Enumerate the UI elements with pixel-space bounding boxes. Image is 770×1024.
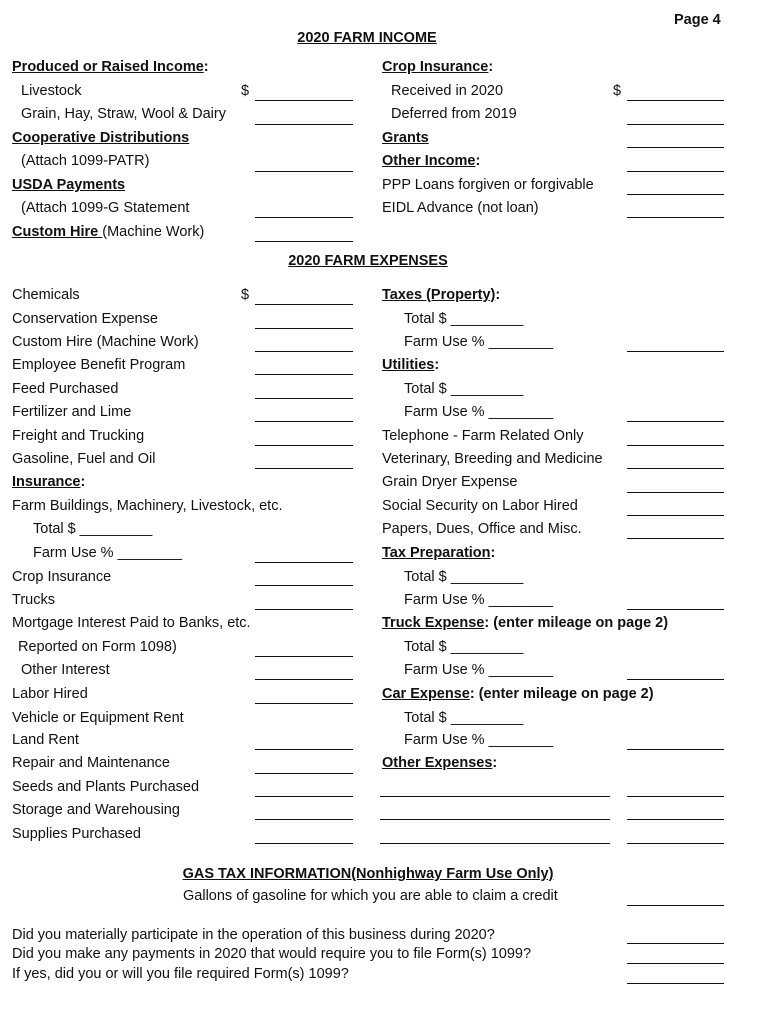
veterinary-field[interactable] <box>627 468 724 469</box>
chemicals-field[interactable] <box>255 304 353 305</box>
seeds-field[interactable] <box>255 796 353 797</box>
freight-label: Freight and Trucking <box>12 428 145 444</box>
gasoline-field[interactable] <box>255 468 353 469</box>
grain-dryer-label: Grain Dryer Expense <box>382 474 518 490</box>
crop-insurance-label: Crop Insurance <box>12 569 112 585</box>
land-rent-label: Land Rent <box>12 732 79 748</box>
repair-label: Repair and Maintenance <box>12 755 170 771</box>
truck-field[interactable] <box>627 679 724 680</box>
answer-filed-1099[interactable] <box>627 983 724 984</box>
telephone-label: Telephone - Farm Related Only <box>382 428 584 444</box>
storage-field[interactable] <box>255 819 353 820</box>
deferred-field[interactable] <box>627 124 724 125</box>
livestock-dollar: $ <box>241 83 250 99</box>
income-title: 2020 FARM INCOME <box>297 30 437 46</box>
land-rent-field[interactable] <box>255 749 353 750</box>
ppp-field[interactable] <box>627 194 724 195</box>
utilities-field[interactable] <box>627 421 724 422</box>
ppp-label: PPP Loans forgiven or forgivable <box>382 177 594 193</box>
repair-field[interactable] <box>255 773 353 774</box>
grants-label: Grants <box>382 130 429 146</box>
other-interest-label: Other Interest <box>21 662 110 678</box>
taxes-farm-use[interactable]: Farm Use % ________ <box>404 334 554 350</box>
other-income-heading: Other Income: <box>382 153 481 169</box>
custom-hire-income-label: Custom Hire (Machine Work) <box>12 224 205 240</box>
answer-payments-1099[interactable] <box>627 963 724 964</box>
grants-field[interactable] <box>627 147 724 148</box>
mortgage-label: Mortgage Interest Paid to Banks, etc. <box>12 615 251 631</box>
produced-heading: Produced or Raised Income: <box>12 59 209 75</box>
other-expense-desc-3[interactable] <box>380 843 610 844</box>
car-field[interactable] <box>627 749 724 750</box>
usda-heading: USDA Payments <box>12 177 126 193</box>
veterinary-label: Veterinary, Breeding and Medicine <box>382 451 603 467</box>
car-farm-use[interactable]: Farm Use % ________ <box>404 732 554 748</box>
fertilizer-field[interactable] <box>255 421 353 422</box>
insurance-farm-use[interactable]: Farm Use % ________ <box>33 545 183 561</box>
conservation-field[interactable] <box>255 328 353 329</box>
tax-prep-heading: Tax Preparation: <box>382 545 496 561</box>
seeds-label: Seeds and Plants Purchased <box>12 779 200 795</box>
tax-prep-total[interactable]: Total $ _________ <box>404 569 524 585</box>
trucks-label: Trucks <box>12 592 55 608</box>
truck-farm-use[interactable]: Farm Use % ________ <box>404 662 554 678</box>
employee-benefit-label: Employee Benefit Program <box>12 357 186 373</box>
gasoline-label: Gasoline, Fuel and Oil <box>12 451 156 467</box>
utilities-farm-use[interactable]: Farm Use % ________ <box>404 404 554 420</box>
eidl-label: EIDL Advance (not loan) <box>382 200 539 216</box>
custom-hire-income-field[interactable] <box>255 241 353 242</box>
other-expense-amount-1[interactable] <box>627 796 724 797</box>
gas-tax-title: GAS TAX INFORMATION(Nonhighway Farm Use Only) <box>182 866 554 882</box>
other-interest-field[interactable] <box>255 679 353 680</box>
insurance-total[interactable]: Total $ _________ <box>33 521 153 537</box>
tax-prep-farm-use[interactable]: Farm Use % ________ <box>404 592 554 608</box>
received-dollar: $ <box>613 83 622 99</box>
reported-1098-label: Reported on Form 1098) <box>18 639 177 655</box>
grain-dryer-field[interactable] <box>627 492 724 493</box>
other-expense-desc-1[interactable] <box>380 796 610 797</box>
other-expense-amount-2[interactable] <box>627 819 724 820</box>
custom-hire-label: Custom Hire (Machine Work) <box>12 334 199 350</box>
page-number: Page 4 <box>674 12 721 28</box>
conservation-label: Conservation Expense <box>12 311 158 327</box>
car-expense-heading: Car Expense: (enter mileage on page 2) <box>382 686 654 702</box>
truck-expense-heading: Truck Expense: (enter mileage on page 2) <box>382 615 669 631</box>
car-total[interactable]: Total $ _________ <box>404 710 524 726</box>
chemicals-dollar: $ <box>241 287 250 303</box>
fertilizer-label: Fertilizer and Lime <box>12 404 132 420</box>
crop-ins-heading: Crop Insurance: <box>382 59 494 75</box>
utilities-total[interactable]: Total $ _________ <box>404 381 524 397</box>
other-expenses-heading: Other Expenses: <box>382 755 498 771</box>
taxes-total[interactable]: Total $ _________ <box>404 311 524 327</box>
papers-label: Papers, Dues, Office and Misc. <box>382 521 582 537</box>
truck-total[interactable]: Total $ _________ <box>404 639 524 655</box>
chemicals-label: Chemicals <box>12 287 80 303</box>
gallons-label: Gallons of gasoline for which you are able to claim a credit <box>183 888 558 904</box>
supplies-label: Supplies Purchased <box>12 826 141 842</box>
question-participate: Did you materially participate in the operation of this business during 2020? <box>12 927 495 943</box>
other-income-field[interactable] <box>627 171 724 172</box>
labor-label: Labor Hired <box>12 686 88 702</box>
other-expense-desc-2[interactable] <box>380 819 610 820</box>
reported-1098-field[interactable] <box>255 656 353 657</box>
received-label: Received in 2020 <box>391 83 504 99</box>
papers-field[interactable] <box>627 538 724 539</box>
usda-field[interactable] <box>255 217 353 218</box>
attach-g-label: (Attach 1099-G Statement <box>21 200 190 216</box>
other-expense-amount-3[interactable] <box>627 843 724 844</box>
question-payments-1099: Did you make any payments in 2020 that would require you to file Form(s) 1099? <box>12 946 532 962</box>
coop-field[interactable] <box>255 171 353 172</box>
gallons-field[interactable] <box>627 905 724 906</box>
utilities-heading: Utilities: <box>382 357 440 373</box>
social-security-field[interactable] <box>627 515 724 516</box>
vehicle-rent-label: Vehicle or Equipment Rent <box>12 710 184 726</box>
tax-prep-field[interactable] <box>627 609 724 610</box>
social-security-label: Social Security on Labor Hired <box>382 498 578 514</box>
insurance-heading: Insurance: <box>12 474 86 490</box>
crop-insurance-field[interactable] <box>255 585 353 586</box>
supplies-field[interactable] <box>255 843 353 844</box>
grain-field[interactable] <box>255 124 353 125</box>
storage-label: Storage and Warehousing <box>12 802 180 818</box>
custom-hire-field[interactable] <box>255 351 353 352</box>
taxes-heading: Taxes (Property): <box>382 287 501 303</box>
labor-field[interactable] <box>255 703 353 704</box>
answer-participate[interactable] <box>627 943 724 944</box>
feed-label: Feed Purchased <box>12 381 119 397</box>
insurance-field[interactable] <box>255 562 353 563</box>
grain-label: Grain, Hay, Straw, Wool & Dairy <box>21 106 226 122</box>
livestock-field[interactable] <box>255 100 353 101</box>
feed-field[interactable] <box>255 398 353 399</box>
received-field[interactable] <box>627 100 724 101</box>
telephone-field[interactable] <box>627 445 724 446</box>
trucks-field[interactable] <box>255 609 353 610</box>
eidl-field[interactable] <box>627 217 724 218</box>
taxes-field[interactable] <box>627 351 724 352</box>
deferred-label: Deferred from 2019 <box>391 106 517 122</box>
employee-benefit-field[interactable] <box>255 374 353 375</box>
expenses-title: 2020 FARM EXPENSES <box>288 253 448 269</box>
coop-heading: Cooperative Distributions <box>12 130 190 146</box>
livestock-label: Livestock <box>21 83 82 99</box>
freight-field[interactable] <box>255 445 353 446</box>
question-filed-1099: If yes, did you or will you file required Form(s) 1099? <box>12 966 349 982</box>
farm-buildings-label: Farm Buildings, Machinery, Livestock, etc. <box>12 498 283 514</box>
attach-patr-label: (Attach 1099-PATR) <box>21 153 150 169</box>
